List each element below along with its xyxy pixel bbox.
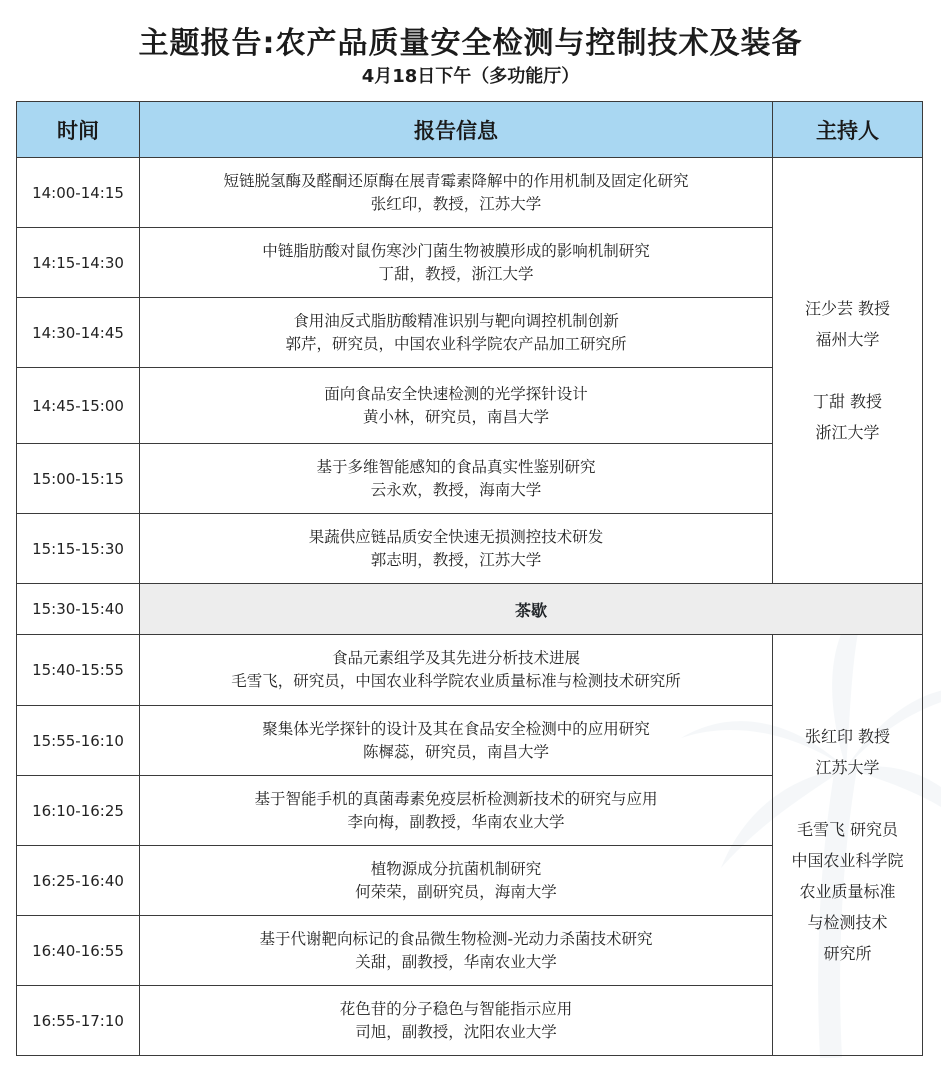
tea-break-row <box>17 584 923 635</box>
time-cell: 16:40-16:55 <box>17 916 140 986</box>
host-cell-session2 <box>773 635 923 1056</box>
talk-title: 短链脱氢酶及醛酮还原酶在展青霉素降解中的作用机制及固定化研究 <box>223 171 689 190</box>
host-name: 毛雪飞 研究员 <box>796 820 899 839</box>
time-cell: 15:40-15:55 <box>17 635 140 706</box>
tea-break-label: 茶歇 <box>140 584 923 635</box>
talk-speaker: 关甜，副教授，华南农业大学 <box>355 952 557 971</box>
talk-info-cell <box>140 228 773 298</box>
talk-info-cell <box>140 986 773 1056</box>
talk-speaker: 何荣荣，副研究员，海南大学 <box>355 882 557 901</box>
talk-title: 基于代谢靶向标记的食品微生物检测-光动力杀菌技术研究 <box>259 929 653 948</box>
time-cell: 14:15-14:30 <box>17 228 140 298</box>
talk-speaker: 司旭，副教授，沈阳农业大学 <box>355 1022 557 1041</box>
time-cell: 14:45-15:00 <box>17 368 140 444</box>
talk-title: 面向食品安全快速检测的光学探针设计 <box>324 384 588 403</box>
table-row <box>17 158 923 228</box>
column-header-time: 时间 <box>17 102 140 158</box>
host-affiliation: 浙江大学 <box>815 423 880 442</box>
talk-speaker: 黄小林，研究员，南昌大学 <box>362 407 549 426</box>
talk-title: 果蔬供应链品质安全快速无损测控技术研发 <box>308 527 604 546</box>
talk-title: 基于多维智能感知的食品真实性鉴别研究 <box>316 457 596 476</box>
host-cell-session1 <box>773 158 923 584</box>
talk-speaker: 郭芹，研究员，中国农业科学院农产品加工研究所 <box>285 334 627 353</box>
talk-info-cell <box>140 298 773 368</box>
talk-info-cell <box>140 635 773 706</box>
schedule-table <box>16 101 923 1056</box>
page-title: 主题报告:农产品质量安全检测与控制技术及装备 <box>138 26 803 61</box>
time-cell: 15:55-16:10 <box>17 706 140 776</box>
talk-info-cell <box>140 706 773 776</box>
host-affiliation: 农业质量标准 <box>799 882 896 901</box>
talk-speaker: 陈樨蕊，研究员，南昌大学 <box>362 742 549 761</box>
talk-speaker: 李向梅，副教授，华南农业大学 <box>347 812 565 831</box>
host-name: 丁甜 教授 <box>812 392 883 411</box>
talk-title: 聚集体光学探针的设计及其在食品安全检测中的应用研究 <box>262 719 650 738</box>
time-cell: 16:55-17:10 <box>17 986 140 1056</box>
talk-info-cell <box>140 158 773 228</box>
time-cell: 15:15-15:30 <box>17 514 140 584</box>
column-header-host: 主持人 <box>773 102 923 158</box>
host-affiliation: 江苏大学 <box>815 758 880 777</box>
talk-speaker: 丁甜，教授，浙江大学 <box>378 264 534 283</box>
talk-title: 中链脂肪酸对鼠伤寒沙门菌生物被膜形成的影响机制研究 <box>262 241 650 260</box>
talk-title: 植物源成分抗菌机制研究 <box>370 859 542 878</box>
time-cell: 16:25-16:40 <box>17 846 140 916</box>
host-name: 张红印 教授 <box>804 727 891 746</box>
host-affiliation: 中国农业科学院 <box>791 851 904 870</box>
talk-speaker: 张红印，教授，江苏大学 <box>370 194 542 213</box>
talk-title: 基于智能手机的真菌毒素免疫层析检测新技术的研究与应用 <box>254 789 658 808</box>
time-cell: 14:30-14:45 <box>17 298 140 368</box>
talk-info-cell <box>140 514 773 584</box>
talk-info-cell <box>140 776 773 846</box>
talk-title: 食品元素组学及其先进分析技术进展 <box>331 649 580 667</box>
talk-info-cell <box>140 444 773 514</box>
talk-info-cell <box>140 846 773 916</box>
host-affiliation: 研究所 <box>823 944 872 963</box>
table-row <box>17 635 923 706</box>
talk-speaker: 云永欢，教授，海南大学 <box>370 480 542 499</box>
time-cell: 16:10-16:25 <box>17 776 140 846</box>
talk-speaker: 郭志明，教授，江苏大学 <box>370 550 542 569</box>
host-affiliation: 福州大学 <box>815 330 880 349</box>
table-header-row <box>17 102 923 158</box>
talk-title: 花色苷的分子稳色与智能指示应用 <box>339 999 573 1018</box>
host-name: 汪少芸 教授 <box>804 299 891 318</box>
talk-title: 食用油反式脂肪酸精准识别与靶向调控机制创新 <box>293 311 619 330</box>
time-cell: 15:30-15:40 <box>17 584 140 635</box>
host-affiliation: 与检测技术 <box>807 913 888 932</box>
time-cell: 15:00-15:15 <box>17 444 140 514</box>
talk-info-cell <box>140 916 773 986</box>
talk-info-cell <box>140 368 773 444</box>
column-header-info: 报告信息 <box>140 102 773 158</box>
time-cell: 14:00-14:15 <box>17 158 140 228</box>
page-subtitle: 4月18日下午（多功能厅） <box>361 66 580 87</box>
talk-speaker: 毛雪飞，研究员，中国农业科学院农业质量标准与检测技术研究所 <box>231 672 681 690</box>
